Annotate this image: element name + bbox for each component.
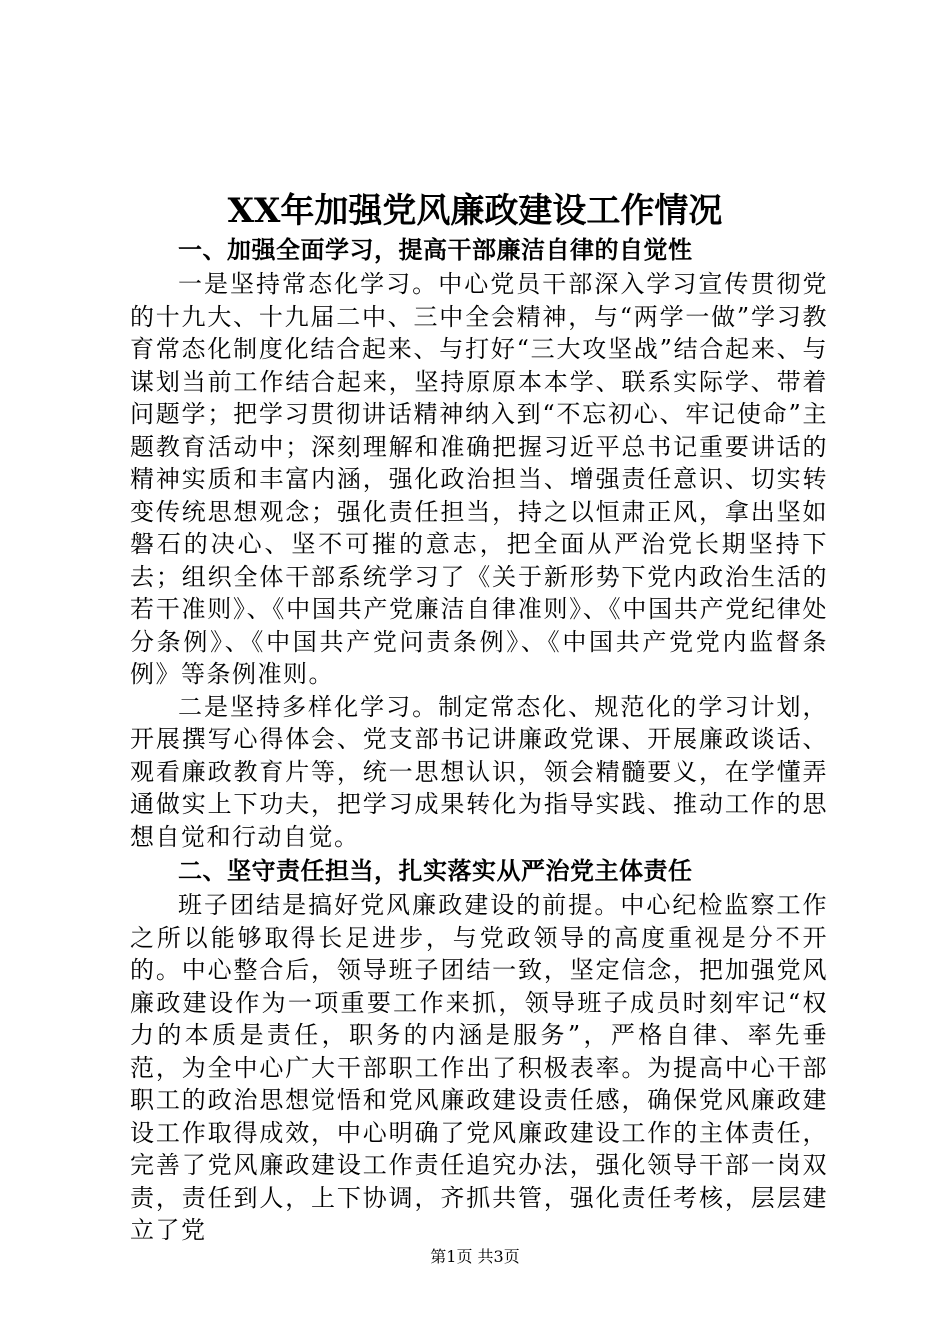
document-title: XX年加强党风廉政建设工作情况 — [227, 191, 723, 231]
document-body — [130, 232, 828, 1247]
section-heading-1: 一、加强全面学习，提高干部廉洁自律的自觉性 — [178, 235, 693, 264]
paragraph: 二是坚持多样化学习。制定常态化、规范化的学习计划，开展撰写心得体会、党支部书记讲廉政党课、开展廉政谈话、观看廉政教育片等，统一思想认识，领会精髓要义，在学懂弄通做实上下功夫，把学习成果转化为指导实践、推动工作的思想自觉和行动自觉。 — [130, 692, 828, 851]
paragraph: 一是坚持常态化学习。中心党员干部深入学习宣传贯彻党的十九大、十九届二中、三中全会精神，与“两学一做”学习教育常态化制度化结合起来、与打好“三大攻坚战”结合起来、与谋划当前工作结合起来，坚持原原本本学、联系实际学、带着问题学；把学习贯彻讲话精神纳入到“不忘初心、牢记使命”主题教育活动中；深刻理解和准确把握习近平总书记重要讲话的精神实质和丰富内涵，强化政治担当、增强责任意识、切实转变传统思想观念；强化责任担当，持之以恒肃正风，拿出坚如磐石的决心、坚不可摧的意志，把全面从严治党长期坚持下去；组织全体干部系统学习了《关于新形势下党内政治生活的若干准则》、《中国共产党廉洁自律准则》、《中国共产党纪律处分条例》、《中国共产党问责条例》、《中国共产党党内监督条例》等条例准则。 — [130, 270, 828, 688]
page-footer: 第1页 共3页 — [430, 1247, 520, 1266]
paragraph: 班子团结是搞好党风廉政建设的前提。中心纪检监察工作之所以能够取得长足进步，与党政领导的高度重视是分不开的。中心整合后，领导班子团结一致，坚定信念，把加强党风廉政建设作为一项重要工作来抓，领导班子成员时刻牢记“权力的本质是责任，职务的内涵是服务”，严格自律、率先垂范，为全中心广大干部职工作出了积极表率。为提高中心干部职工的政治思想觉悟和党风廉政建设责任感，确保党风廉政建设工作取得成效，中心明确了党风廉政建设工作的主体责任，完善了党风廉政建设工作责任追究办法，强化领导干部一岗双责，责任到人，上下协调，齐抓共管，强化责任考核，层层建立了党 — [130, 891, 828, 1244]
section-heading-2: 二、坚守责任担当，扎实落实从严治党主体责任 — [178, 856, 693, 885]
